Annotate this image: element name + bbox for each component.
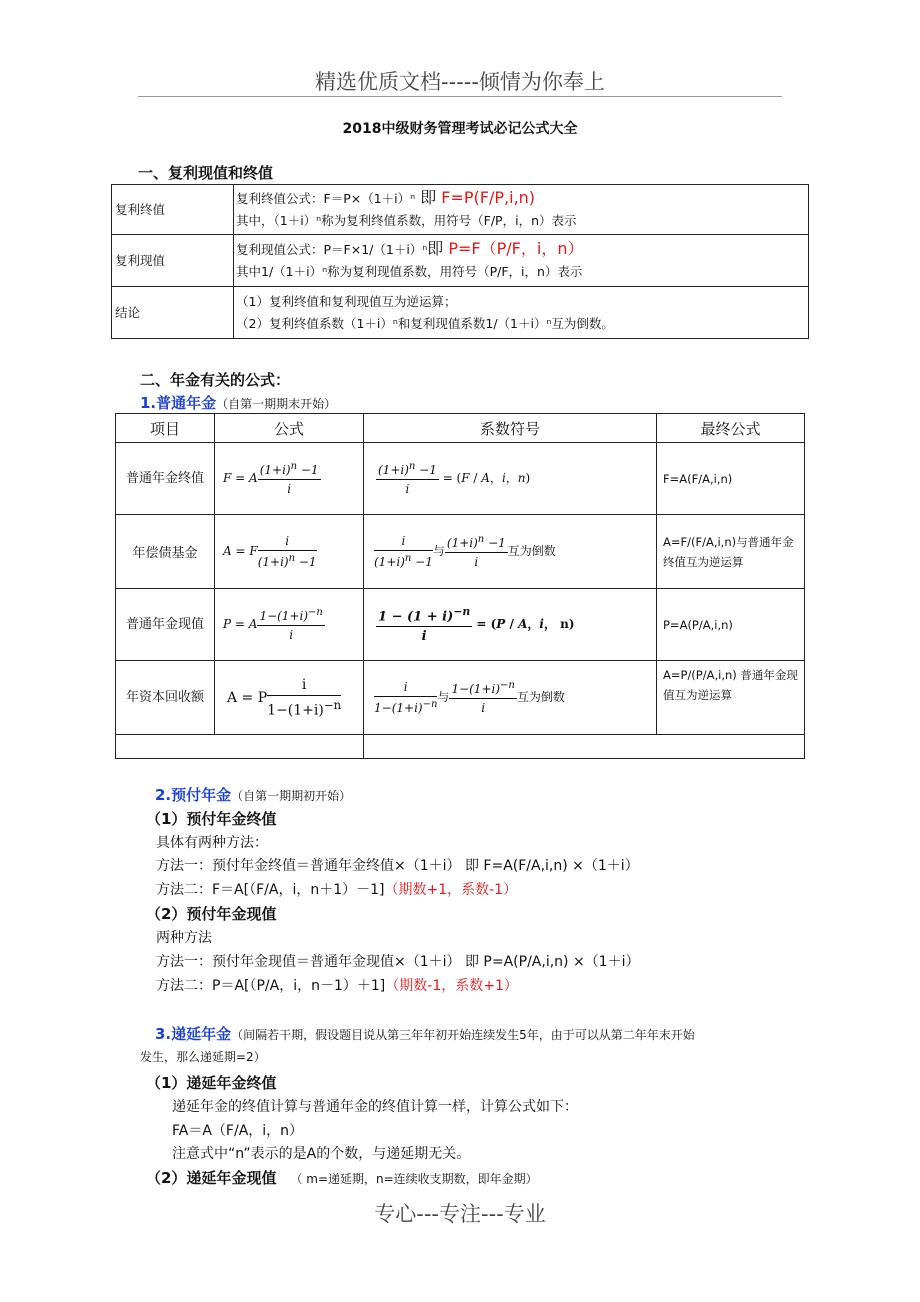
subsection2-title: 2.预付年金 <box>155 786 232 804</box>
deferred-fv-formula: FA＝A（F/A，i，n） <box>172 1123 304 1139</box>
row-content <box>234 287 809 339</box>
subsection3-note: （间隔若干期，假设题目说从第三年年初开始连续发生5年，由于可以从第二年年末开始 <box>231 1028 695 1042</box>
table-row-item: 普通年金现值 <box>116 589 215 661</box>
method-note-red: （期数+1，系数-1） <box>384 882 518 898</box>
formula-cell: A = P $\frac{i}{1-(1+i)^{-n}}$ <box>215 661 364 735</box>
formula-red: F=P(F/P,i,n) <box>441 188 536 207</box>
prepaid-pv-method1: 方法一：预付年金现值＝普通年金现值×（1＋i） 即 P=A(P/A,i,n) ×（1＋i） <box>156 954 640 970</box>
col-header: 最终公式 <box>657 414 805 443</box>
formula-joiner: 即 <box>427 239 449 258</box>
subsection1-note: （自第一期期末开始） <box>216 397 337 411</box>
prepaid-pv-method2 <box>156 975 518 995</box>
final-formula-cell: A=F/(F/A,i,n)与普通年金终值互为逆运算 <box>657 515 805 589</box>
formula-cell: F = A $\frac{(1+i)^n -1}{i}$ <box>215 443 364 515</box>
reciprocal-text: 互为倒数 <box>516 690 565 704</box>
subsection2-heading <box>155 784 351 805</box>
row-content <box>234 185 809 235</box>
compound-table <box>111 184 809 339</box>
row-label: 复利现值 <box>112 235 234 287</box>
formula-joiner: 即 <box>415 188 442 207</box>
formula-cell: A = F $\frac{i}{(1+i)^n -1}$ <box>215 515 364 589</box>
final-formula-cell: P=A(P/A,i,n) <box>657 589 805 661</box>
prepaid-fv-heading: （1）预付年金终值 <box>146 810 277 828</box>
row-content <box>234 235 809 287</box>
page-header: 精选优质文档-----倾情为你奉上 <box>315 70 605 94</box>
col-header: 项目 <box>116 414 215 443</box>
formula-text: 复利现值公式：P＝F×1/（1＋i）ⁿ <box>236 242 428 257</box>
formula-text: 复利终值公式：F＝P×（1＋i）ⁿ <box>236 191 416 206</box>
prepaid-fv-intro: 具体有两种方法： <box>156 835 268 851</box>
subsection2-note: （自第一期期初开始） <box>231 789 352 803</box>
prepaid-pv-intro: 两种方法 <box>156 930 212 946</box>
deferred-fv-heading: （1）递延年金终值 <box>146 1074 277 1092</box>
coefficient-cell: $\frac{1 - (1 + i)^{-n}}{i}$ = (P / A，i， n) <box>364 589 657 661</box>
deferred-pv-title: （2）递延年金现值 <box>146 1169 277 1187</box>
deferred-pv-note: （ m=递延期，n=连续收支期数，即年金期） <box>290 1172 538 1186</box>
formula-red: P=F（P/F，i，n） <box>448 239 584 258</box>
method-note-red: （期数-1，系数+1） <box>385 978 518 994</box>
prepaid-fv-method2 <box>156 879 517 899</box>
coefficient-cell: $\frac{i}{(1+i)^n -1}$ 与 $\frac{(1+i)^n -1}{i}$ 互为倒数 <box>364 515 657 589</box>
subsection3-note-cont: 发生，那么递延期=2） <box>140 1050 266 1064</box>
formula-note: 其中，（1＋i）ⁿ称为复利终值系数，用符号（F/P，i，n）表示 <box>236 213 577 228</box>
method-text: 方法二：P＝A[（P/A，i，n－1）＋1] <box>156 978 386 994</box>
col-header: 系数符号 <box>364 414 657 443</box>
deferred-fv-note: 注意式中“n”表示的是A的个数，与递延期无关。 <box>172 1146 471 1162</box>
annuity-table <box>115 413 805 759</box>
prepaid-fv-method1: 方法一：预付年金终值＝普通年金终值×（1＋i） 即 F=A(F/A,i,n) ×（1＋i） <box>156 858 639 874</box>
formula-note: 其中1/（1＋i）ⁿ称为复利现值系数，用符号（P/F，i，n）表示 <box>236 264 583 279</box>
formula-cell: P = A $\frac{1-(1+i)^{-n}}{i}$ <box>215 589 364 661</box>
subsection1-heading <box>140 392 336 413</box>
final-formula-cell: A=P/(P/A,i,n) 普通年金现值互为逆运算 <box>657 661 805 735</box>
subsection3-heading <box>155 1023 695 1044</box>
section2-heading: 二、年金有关的公式： <box>140 371 291 389</box>
method-text: 方法二：F＝A[（F/A，i，n＋1）－1] <box>156 882 385 898</box>
row-label: 结论 <box>112 287 234 339</box>
table-row-item: 普通年金终值 <box>116 443 215 515</box>
header-divider <box>138 96 782 97</box>
final-formula-cell: F=A(F/A,i,n) <box>657 443 805 515</box>
conclusion-1: （1）复利终值和复利现值互为逆运算； <box>236 293 457 309</box>
coefficient-cell: $\frac{(1+i)^n -1}{i}$ = (F / A，i，n) <box>364 443 657 515</box>
reciprocal-text: 互为倒数 <box>507 544 556 558</box>
section1-heading: 一、复利现值和终值 <box>138 164 274 182</box>
conclusion-2: （2）复利终值系数（1＋i）ⁿ和复利现值系数1/（1＋i）ⁿ互为倒数。 <box>236 315 614 331</box>
empty-cell <box>116 735 364 759</box>
mutual-text: 与 <box>432 544 445 558</box>
coefficient-cell: $\frac{i}{1-(1+i)^{-n}}$ 与 $\frac{1-(1+i)^{-n}}{i}$ 互为倒数 <box>364 661 657 735</box>
page-title: 2018中级财务管理考试必记公式大全 <box>342 121 578 137</box>
table-row-item: 年资本回收额 <box>116 661 215 735</box>
deferred-fv-line1: 递延年金的终值计算与普通年金的终值计算一样，计算公式如下： <box>172 1099 578 1115</box>
deferred-pv-heading <box>146 1167 538 1188</box>
prepaid-pv-heading: （2）预付年金现值 <box>146 905 277 923</box>
col-header: 公式 <box>215 414 364 443</box>
table-row-item: 年偿债基金 <box>116 515 215 589</box>
mutual-text: 与 <box>437 690 450 704</box>
page-footer: 专心---专注---专业 <box>374 1202 546 1226</box>
subsection1-title: 1.普通年金 <box>140 394 217 412</box>
empty-cell <box>364 735 805 759</box>
row-label: 复利终值 <box>112 185 234 235</box>
subsection3-title: 3.递延年金 <box>155 1025 232 1043</box>
